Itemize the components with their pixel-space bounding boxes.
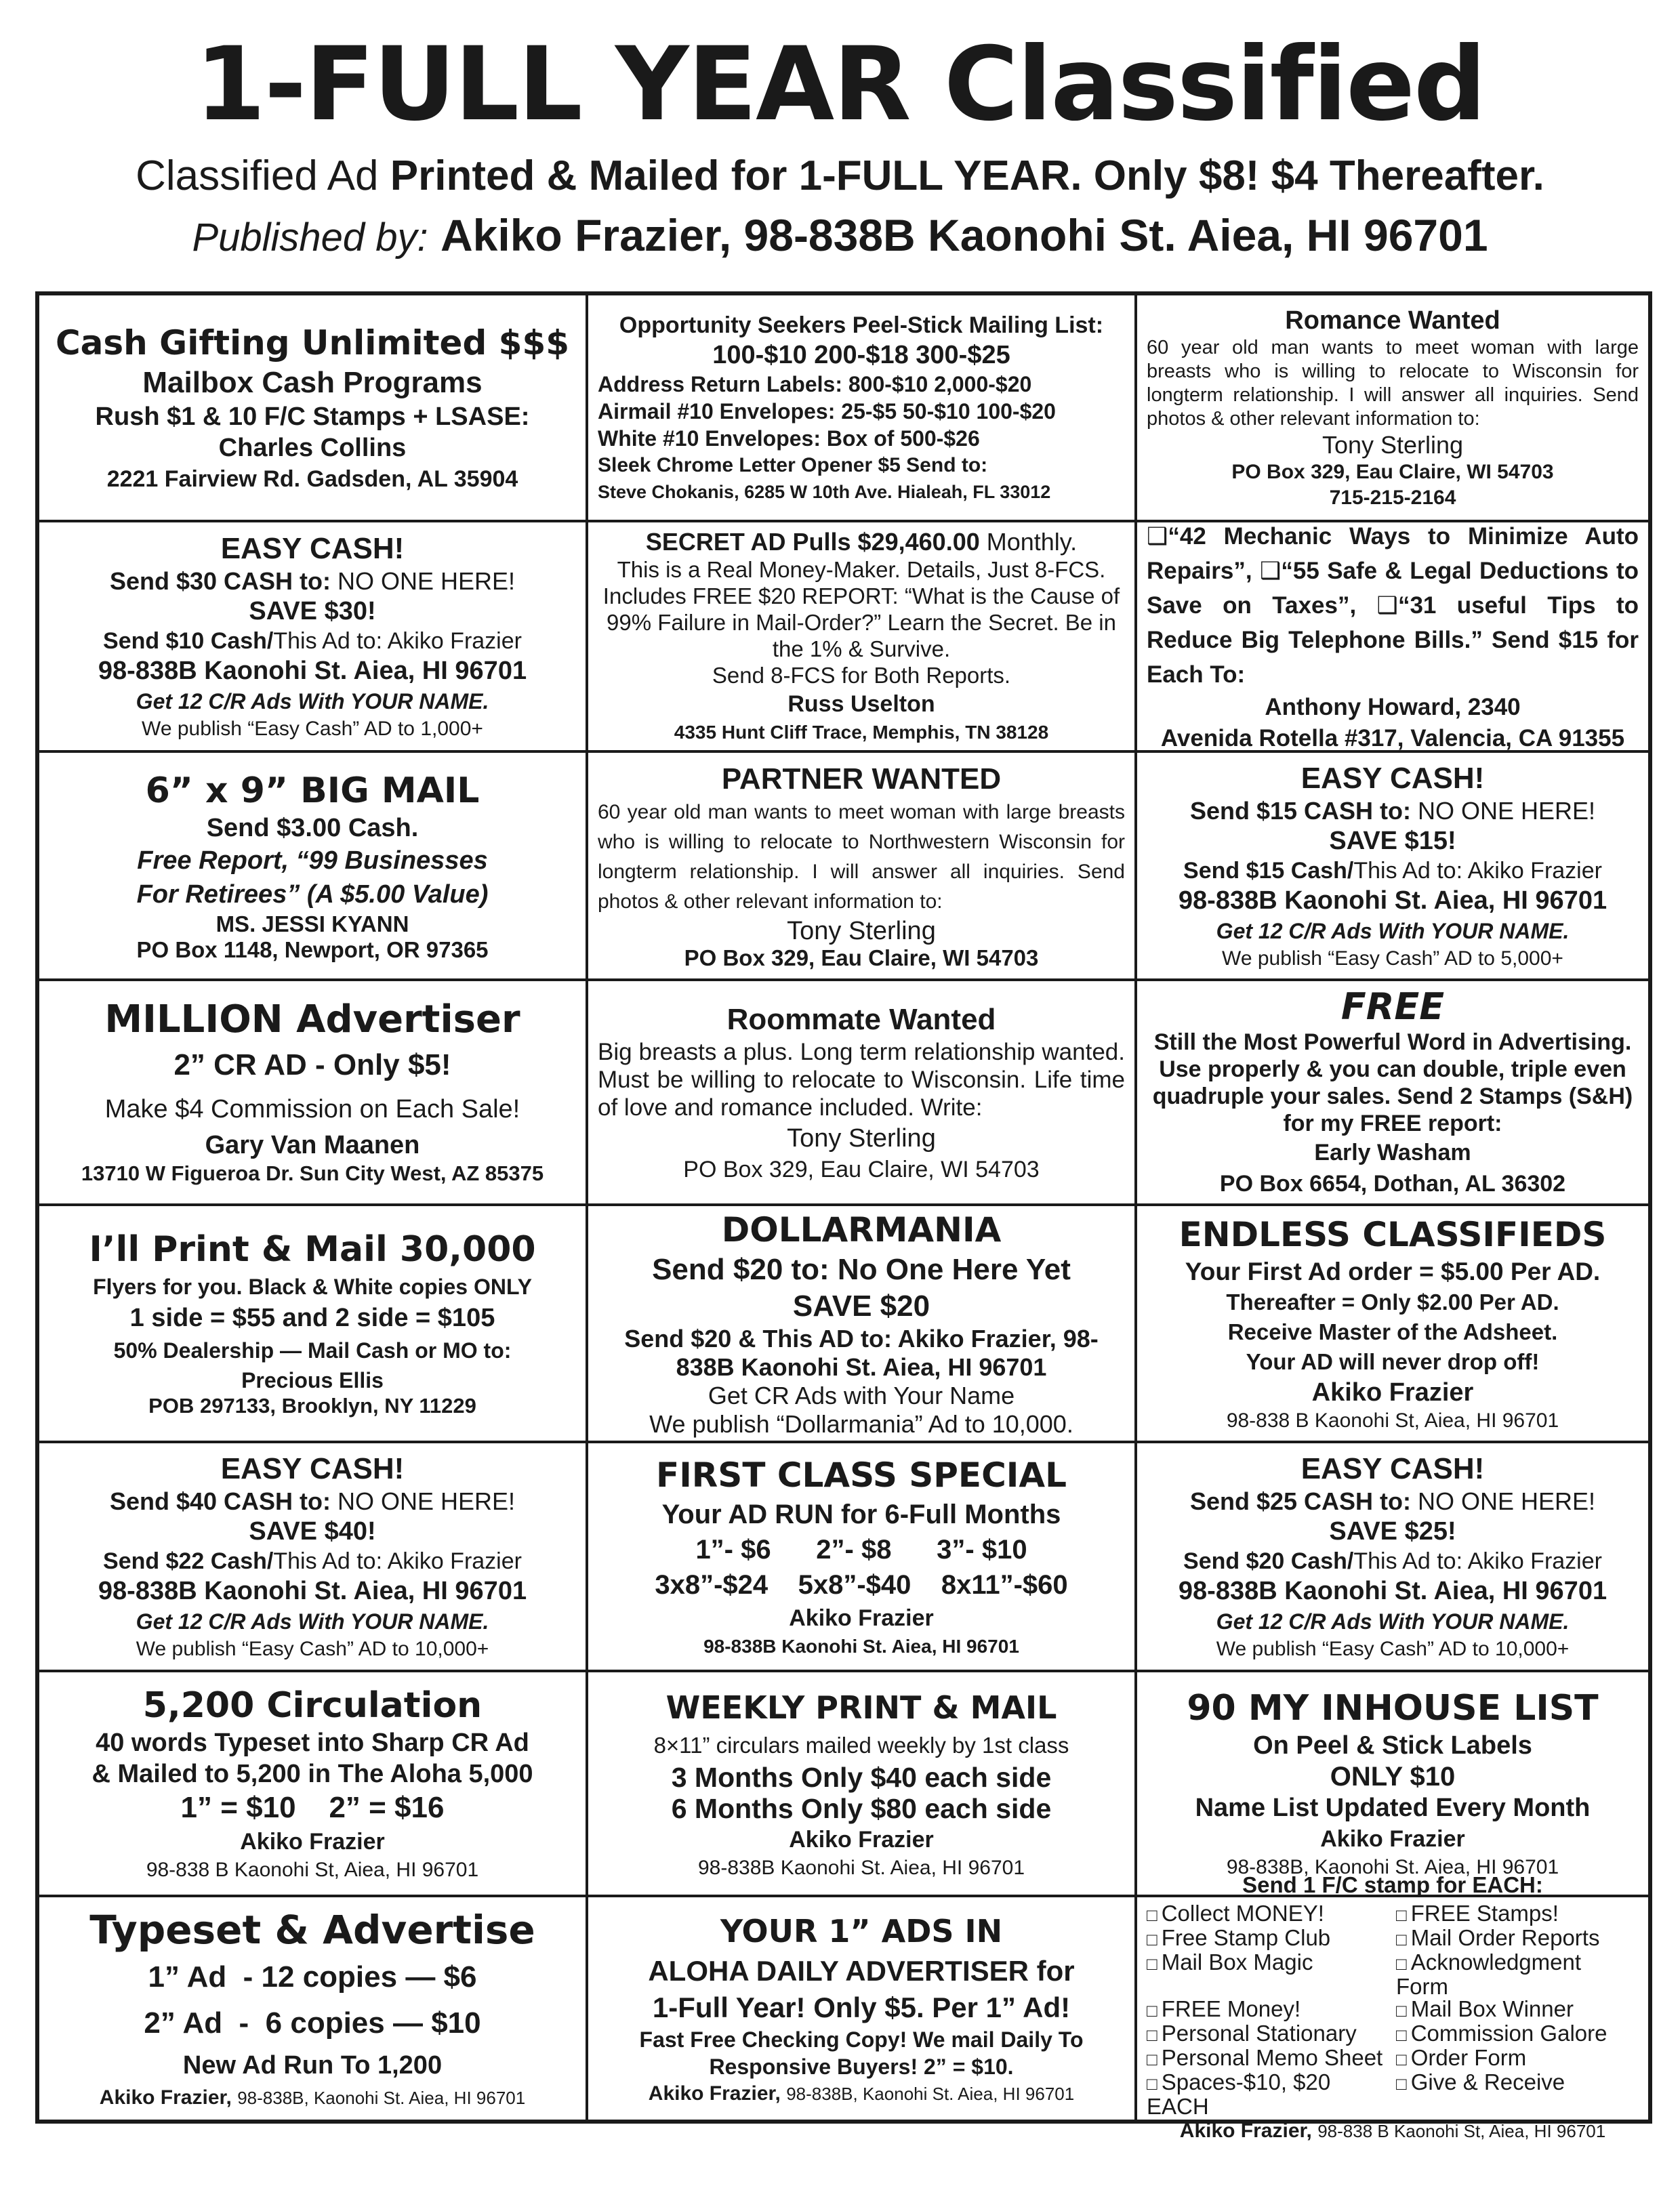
checklist-item: □ Mail Order Reports xyxy=(1396,1926,1639,1951)
ad-line: 100-$10 200-$18 300-$25 xyxy=(712,340,1010,369)
ad-line: Address Return Labels: 800-$10 2,000-$20 xyxy=(598,371,1032,396)
ad-contact-name: Precious Ellis xyxy=(241,1368,384,1392)
ad-headline: FIRST CLASS SPECIAL xyxy=(656,1456,1067,1495)
ad-contact-name: Tony Sterling xyxy=(1322,430,1464,459)
ad-line: New Ad Run To 1,200 xyxy=(182,2051,443,2080)
checklist-item: □ Order Form xyxy=(1396,2046,1639,2071)
ad-headline: I’ll Print & Mail 30,000 xyxy=(89,1229,536,1270)
ad-headline: Opportunity Seekers Peel-Stick Mailing List: xyxy=(619,312,1104,338)
ad-address: 13710 W Figueroa Dr. Sun City West, AZ 85375 xyxy=(81,1161,544,1185)
ad-contact-name: Gary Van Maanen xyxy=(205,1131,420,1159)
ad-line: Your First Ad order = $5.00 Per AD. xyxy=(1185,1258,1601,1285)
ad-headline: SECRET AD Pulls $29,460.00 xyxy=(645,527,980,556)
ad-line: Airmail #10 Envelopes: 25-$5 50-$10 100-$20 xyxy=(598,398,1056,424)
ad-line: This Ad to: Akiko Frazier xyxy=(1353,1548,1602,1574)
ad-contact-name: Anthony Howard, 2340 xyxy=(1265,693,1521,720)
ad-headline: EASY CASH! xyxy=(1300,761,1485,795)
ad-address: PO Box 329, Eau Claire, WI 54703 xyxy=(1231,460,1554,483)
checklist-item: □ Spaces-$10, $20 EACH xyxy=(1147,2071,1389,2118)
ad-headline: Romance Wanted xyxy=(1285,306,1500,335)
ad-headline: EASY CASH! xyxy=(1300,1452,1485,1485)
ad-line: White #10 Envelopes: Box of 500-$26 xyxy=(598,426,980,451)
ad-headline: WEEKLY PRINT & MAIL xyxy=(665,1689,1057,1726)
ad-line: 3 Months Only $40 each side xyxy=(671,1762,1052,1793)
ad-line: NO ONE HERE! xyxy=(337,1487,516,1515)
ad-contact-name: MS. JESSI KYANN xyxy=(216,911,409,936)
ad-body: Still the Most Powerful Word in Advertising. Use properly & you can double, triple even quadruple your sales. Send 2 Stamps (S&H) for my FREE report: xyxy=(1152,1029,1633,1136)
ad-price-line: 3x8”-$24 5x8”-$40 8x11”-$60 xyxy=(655,1570,1068,1600)
ad-cash-gifting xyxy=(39,295,588,522)
ad-easy-cash-25 xyxy=(1137,1443,1648,1672)
ad-price-line: 1” = $10 2” = $16 xyxy=(180,1791,445,1824)
ad-address: Avenida Rotella #317, Valencia, CA 91355 xyxy=(1160,724,1625,751)
ad-headline: Roommate Wanted xyxy=(726,1002,996,1036)
ad-address: 98-838B Kaonohi St. Aiea, HI 96701 xyxy=(1178,886,1607,915)
ad-contact-name: Akiko Frazier, xyxy=(99,2086,232,2109)
ad-footer: We publish “Dollarmania” Ad to 10,000. xyxy=(649,1410,1073,1438)
ad-line: Send $25 CASH to: xyxy=(1189,1487,1411,1515)
ad-line: SAVE $25! xyxy=(1329,1517,1456,1546)
checklist-item: □ Give & Receive xyxy=(1396,2071,1639,2118)
ad-line: Receive Master of the Adsheet. xyxy=(1227,1319,1558,1344)
ad-line: 50% Dealership — Mail Cash or MO to: xyxy=(113,1338,512,1363)
checklist-item: □ FREE Stamps! xyxy=(1396,1902,1639,1926)
ad-line: SAVE $15! xyxy=(1329,826,1456,855)
ad-contact-name: Akiko Frazier, xyxy=(1179,2120,1312,2142)
subtitle-lead: Classified Ad xyxy=(136,152,379,199)
ad-easy-cash-30 xyxy=(39,522,588,753)
ad-line: NO ONE HERE! xyxy=(1418,796,1596,825)
ad-line: This Ad to: Akiko Frazier xyxy=(273,1548,522,1574)
checklist-item: □ Acknowledgment Form xyxy=(1396,1951,1639,1998)
checklist-item: □ Mail Box Magic xyxy=(1147,1951,1389,1998)
ad-line: Send $15 CASH to: xyxy=(1189,796,1411,825)
ad-address: 2221 Fairview Rd. Gadsden, AL 35904 xyxy=(106,466,518,492)
publisher-line xyxy=(0,205,1680,268)
ad-headline: 6” x 9” BIG MAIL xyxy=(145,770,480,811)
ad-secret-ad xyxy=(588,522,1137,753)
ad-address: 98-838B, Kaonohi St. Aiea, HI 96701 xyxy=(1226,1856,1559,1878)
checklist-item: □ Personal Stationary xyxy=(1147,2022,1389,2046)
ad-line: 2” CR AD - Only $5! xyxy=(173,1048,451,1081)
ad-line: Flyers for you. Black & White copies ONLY xyxy=(93,1275,532,1299)
ad-roommate-wanted xyxy=(588,981,1137,1206)
ad-subhead: Mailbox Cash Programs xyxy=(142,365,483,399)
ad-line: Get 12 C/R Ads With YOUR NAME. xyxy=(136,689,489,714)
ad-line: NO ONE HERE! xyxy=(1418,1487,1596,1515)
published-by-label: Published by: xyxy=(192,215,428,260)
ad-headline: ENDLESS CLASSIFIEDS xyxy=(1179,1215,1607,1254)
ad-line: ONLY $10 xyxy=(1330,1762,1456,1792)
checklist-item: □ Free Stamp Club xyxy=(1147,1926,1389,1951)
ad-footer: We publish “Easy Cash” AD to 1,000+ xyxy=(142,718,483,740)
ad-line: Your AD will never drop off! xyxy=(1246,1349,1540,1374)
ad-line: 40 words Typeset into Sharp CR Ad xyxy=(96,1729,529,1757)
ad-easy-cash-15 xyxy=(1137,753,1648,981)
ad-mailing-list xyxy=(588,295,1137,522)
ad-address: POB 297133, Brooklyn, NY 11229 xyxy=(148,1394,476,1418)
ad-line: Get CR Ads with Your Name xyxy=(708,1382,1015,1409)
ad-headline: Typeset & Advertise xyxy=(89,1907,535,1953)
ad-footer: We publish “Easy Cash” AD to 10,000+ xyxy=(136,1638,489,1660)
ad-line: 1-Full Year! Only $5. Per 1” Ad! xyxy=(652,1991,1071,2023)
ad-easy-cash-40 xyxy=(39,1443,588,1672)
ad-5200-circulation xyxy=(39,1672,588,1897)
ad-aloha-daily xyxy=(588,1897,1137,2120)
checklist-item: □ FREE Money! xyxy=(1147,1998,1389,2022)
ad-inhouse-list xyxy=(1137,1672,1648,1897)
ad-print-mail-30000 xyxy=(39,1206,588,1443)
ad-headline: EASY CASH! xyxy=(220,532,405,565)
ad-contact-name: Charles Collins xyxy=(218,433,407,462)
ad-address: 98-838B, Kaonohi St. Aiea, HI 96701 xyxy=(786,2084,1075,2104)
ad-price-line: 2” Ad - 6 copies — $10 xyxy=(144,2006,481,2040)
checklist-item: □ Collect MONEY! xyxy=(1147,1902,1389,1926)
ad-headline: DOLLARMANIA xyxy=(721,1210,1002,1250)
ad-line: Thereafter = Only $2.00 Per AD. xyxy=(1226,1289,1559,1315)
ad-address: 98-838B Kaonohi St. Aiea, HI 96701 xyxy=(697,1857,1025,1879)
ad-line: This Ad to: Akiko Frazier xyxy=(1353,857,1602,884)
page-title: 1-FULL YEAR Classified xyxy=(194,26,1486,144)
ad-line: For Retirees” (A $5.00 Value) xyxy=(136,880,489,909)
ad-headline: PARTNER WANTED xyxy=(721,762,1002,796)
ad-line: Send $15 Cash/ xyxy=(1183,857,1354,884)
ad-line: Rush $1 & 10 F/C Stamps + LSASE: xyxy=(95,402,530,431)
ad-big-mail xyxy=(39,753,588,981)
ad-contact-name: Akiko Frazier, xyxy=(648,2082,781,2105)
ad-address: Steve Chokanis, 6285 W 10th Ave. Hialeah, FL 33012 xyxy=(598,481,1051,502)
ad-headline: FREE xyxy=(1340,985,1445,1028)
ad-weekly-print-mail xyxy=(588,1672,1137,1897)
ad-body: 60 year old man wants to meet woman with large breasts who is willing to relocate to Northwestern Wisconsin for longterm relationship. I will answer all inquiries. Send photos & other relevant information to: xyxy=(598,800,1125,913)
ad-line: Send $30 CASH to: xyxy=(109,567,331,595)
ad-line: Your AD RUN for 6-Full Months xyxy=(661,1500,1061,1529)
publisher-name: Akiko Frazier, 98-838B Kaonohi St. Aiea, HI 96701 xyxy=(441,210,1488,260)
ad-headline: Send 1 F/C stamp for EACH: xyxy=(1242,1872,1543,1897)
ad-contact-name: Tony Sterling xyxy=(787,1123,936,1153)
ad-dollarmania xyxy=(588,1206,1137,1443)
ad-body: 60 year old man wants to meet woman with large breasts who is willing to relocate to Wisconsin for longterm relationship. I will answer all inquiries. Send photos & other relevant information to: xyxy=(1147,336,1639,430)
ad-line: Send $20 to: No One Here Yet xyxy=(652,1253,1071,1286)
ad-line: Send $40 CASH to: xyxy=(109,1487,331,1515)
ad-address: Send $20 & This AD to: Akiko Frazier, 98-838B Kaonohi St. Aiea, HI 96701 xyxy=(624,1325,1099,1381)
checklist-item: □ Commission Galore xyxy=(1396,2022,1639,2046)
ad-address: PO Box 329, Eau Claire, WI 54703 xyxy=(683,1156,1040,1182)
ad-line: SAVE $40! xyxy=(249,1517,376,1546)
ad-line: Make $4 Commission on Each Sale! xyxy=(104,1095,520,1123)
ad-first-class-special xyxy=(588,1443,1137,1672)
ad-phone: 715-215-2164 xyxy=(1329,486,1456,509)
ad-headline: 5,200 Circulation xyxy=(142,1685,483,1726)
ad-address: 4335 Hunt Cliff Trace, Memphis, TN 38128 xyxy=(674,721,1049,743)
ad-line: Send $3.00 Cash. xyxy=(206,813,419,842)
ad-line: NO ONE HERE! xyxy=(337,567,516,595)
ad-price-line: 1” Ad - 12 copies — $6 xyxy=(148,1960,477,1994)
ad-contact-name: Russ Uselton xyxy=(787,690,935,717)
ad-line: Send $10 Cash/ xyxy=(103,628,274,654)
ad-headline: 90 MY INHOUSE LIST xyxy=(1187,1688,1599,1729)
ad-contact-name: Early Washam xyxy=(1314,1140,1471,1165)
ad-line: SAVE $30! xyxy=(249,597,376,625)
ad-line: 8×11” circulars mailed weekly by 1st class xyxy=(653,1733,1069,1758)
ad-romance-wanted xyxy=(1137,295,1648,522)
ad-line: Name List Updated Every Month xyxy=(1195,1794,1591,1822)
ad-free-report xyxy=(1137,981,1648,1206)
ad-footer: We publish “Easy Cash” AD to 5,000+ xyxy=(1222,947,1563,970)
ad-line: ALOHA DAILY ADVERTISER for xyxy=(648,1955,1075,1987)
ad-contact-name: Akiko Frazier xyxy=(789,1605,934,1631)
ad-address: 98-838B Kaonohi St. Aiea, HI 96701 xyxy=(98,1577,527,1605)
page-header xyxy=(0,27,1680,268)
ad-address: PO Box 329, Eau Claire, WI 54703 xyxy=(684,945,1039,970)
ad-headline: Cash Gifting Unlimited $$$ xyxy=(55,323,570,363)
checklist-item: □ Mail Box Winner xyxy=(1396,1998,1639,2022)
ad-address: PO Box 6654, Dothan, AL 36302 xyxy=(1219,1171,1566,1197)
ad-address: 98-838 B Kaonohi St, Aiea, HI 96701 xyxy=(1226,1409,1559,1432)
ad-line: Sleek Chrome Letter Opener $5 Send to: xyxy=(598,453,988,476)
ad-address: PO Box 1148, Newport, OR 97365 xyxy=(136,936,489,962)
ad-address: 98-838 B Kaonohi St, Aiea, HI 96701 xyxy=(146,1859,479,1881)
ad-address: 98-838B, Kaonohi St. Aiea, HI 96701 xyxy=(237,2088,526,2108)
ad-address: 98-838B Kaonohi St. Aiea, HI 96701 xyxy=(1178,1577,1607,1605)
ad-address: 98-838B Kaonohi St. Aiea, HI 96701 xyxy=(98,657,527,685)
ad-line: Send 8-FCS for Both Reports. xyxy=(712,662,1011,688)
ad-line: Get 12 C/R Ads With YOUR NAME. xyxy=(136,1609,489,1634)
ad-body: This is a Real Money-Maker. Details, Just 8-FCS. Includes FREE $20 REPORT: “What is the Cause of 99% Failure in Mail-Order?” Learn the Secret. Be in the 1% & Survive. xyxy=(602,556,1120,661)
ad-endless-classifieds xyxy=(1137,1206,1648,1443)
ad-contact-name: Akiko Frazier xyxy=(240,1829,385,1855)
ad-contact-name: Akiko Frazier xyxy=(789,1827,934,1853)
ad-line: This Ad to: Akiko Frazier xyxy=(273,628,522,654)
ad-footer: We publish “Easy Cash” AD to 10,000+ xyxy=(1216,1638,1570,1660)
ad-line: On Peel & Stick Labels xyxy=(1253,1731,1532,1760)
ad-address: 98-838 B Kaonohi St, Aiea, HI 96701 xyxy=(1317,2121,1606,2141)
ad-mechanic-ways xyxy=(1137,522,1648,753)
ad-typeset-advertise xyxy=(39,1897,588,2120)
ad-contact-name: Akiko Frazier xyxy=(1311,1378,1474,1407)
ad-million-advertiser xyxy=(39,981,588,1206)
ad-headline: YOUR 1” ADS IN xyxy=(720,1913,1003,1949)
ad-body: ❑“42 Mechanic Ways to Minimize Auto Repairs”, ❑“55 Safe & Legal Deductions to Save on Taxes”, ❑“31 useful Tips to Reduce Big Telephone Bills.” Send $15 for Each To: xyxy=(1147,522,1639,688)
offer-checklist xyxy=(1147,1902,1639,2118)
ad-stamp-offers xyxy=(1137,1872,1648,2142)
ad-contact-name: Akiko Frazier xyxy=(1320,1826,1465,1852)
ad-line: Free Report, “99 Businesses xyxy=(137,846,488,875)
classified-grid xyxy=(35,291,1652,2142)
ad-line: 1 side = $55 and 2 side = $105 xyxy=(129,1304,495,1332)
ad-body: Fast Free Checking Copy! We mail Daily To Responsive Buyers! 2” = $10. xyxy=(639,2027,1084,2079)
ad-line: SAVE $20 xyxy=(792,1289,930,1323)
ad-line: Monthly. xyxy=(986,527,1078,556)
ad-address: 98-838B Kaonohi St. Aiea, HI 96701 xyxy=(703,1636,1019,1657)
ad-line: Send $22 Cash/ xyxy=(103,1548,274,1574)
ad-partner-wanted xyxy=(588,753,1137,981)
ad-body: Big breasts a plus. Long term relationship wanted. Must be willing to relocate to Wisconsin. Life time of love and romance included. Write: xyxy=(598,1038,1125,1121)
ad-line: & Mailed to 5,200 in The Aloha 5,000 xyxy=(91,1760,533,1788)
ad-line: 6 Months Only $80 each side xyxy=(671,1793,1052,1824)
ad-contact-name: Tony Sterling xyxy=(787,916,936,945)
ad-line: Get 12 C/R Ads With YOUR NAME. xyxy=(1216,918,1570,943)
subtitle-offer: Printed & Mailed for 1-FULL YEAR. Only $8! $4 Thereafter. xyxy=(390,152,1544,199)
ad-headline: EASY CASH! xyxy=(220,1452,405,1485)
checklist-item: □ Personal Memo Sheet xyxy=(1147,2046,1389,2071)
ad-headline: MILLION Advertiser xyxy=(104,997,520,1041)
ad-line: Get 12 C/R Ads With YOUR NAME. xyxy=(1216,1609,1570,1634)
ad-line: Send $20 Cash/ xyxy=(1183,1548,1354,1574)
page-subtitle xyxy=(0,148,1680,205)
ad-price-line: 1”- $6 2”- $8 3”- $10 xyxy=(695,1535,1027,1565)
